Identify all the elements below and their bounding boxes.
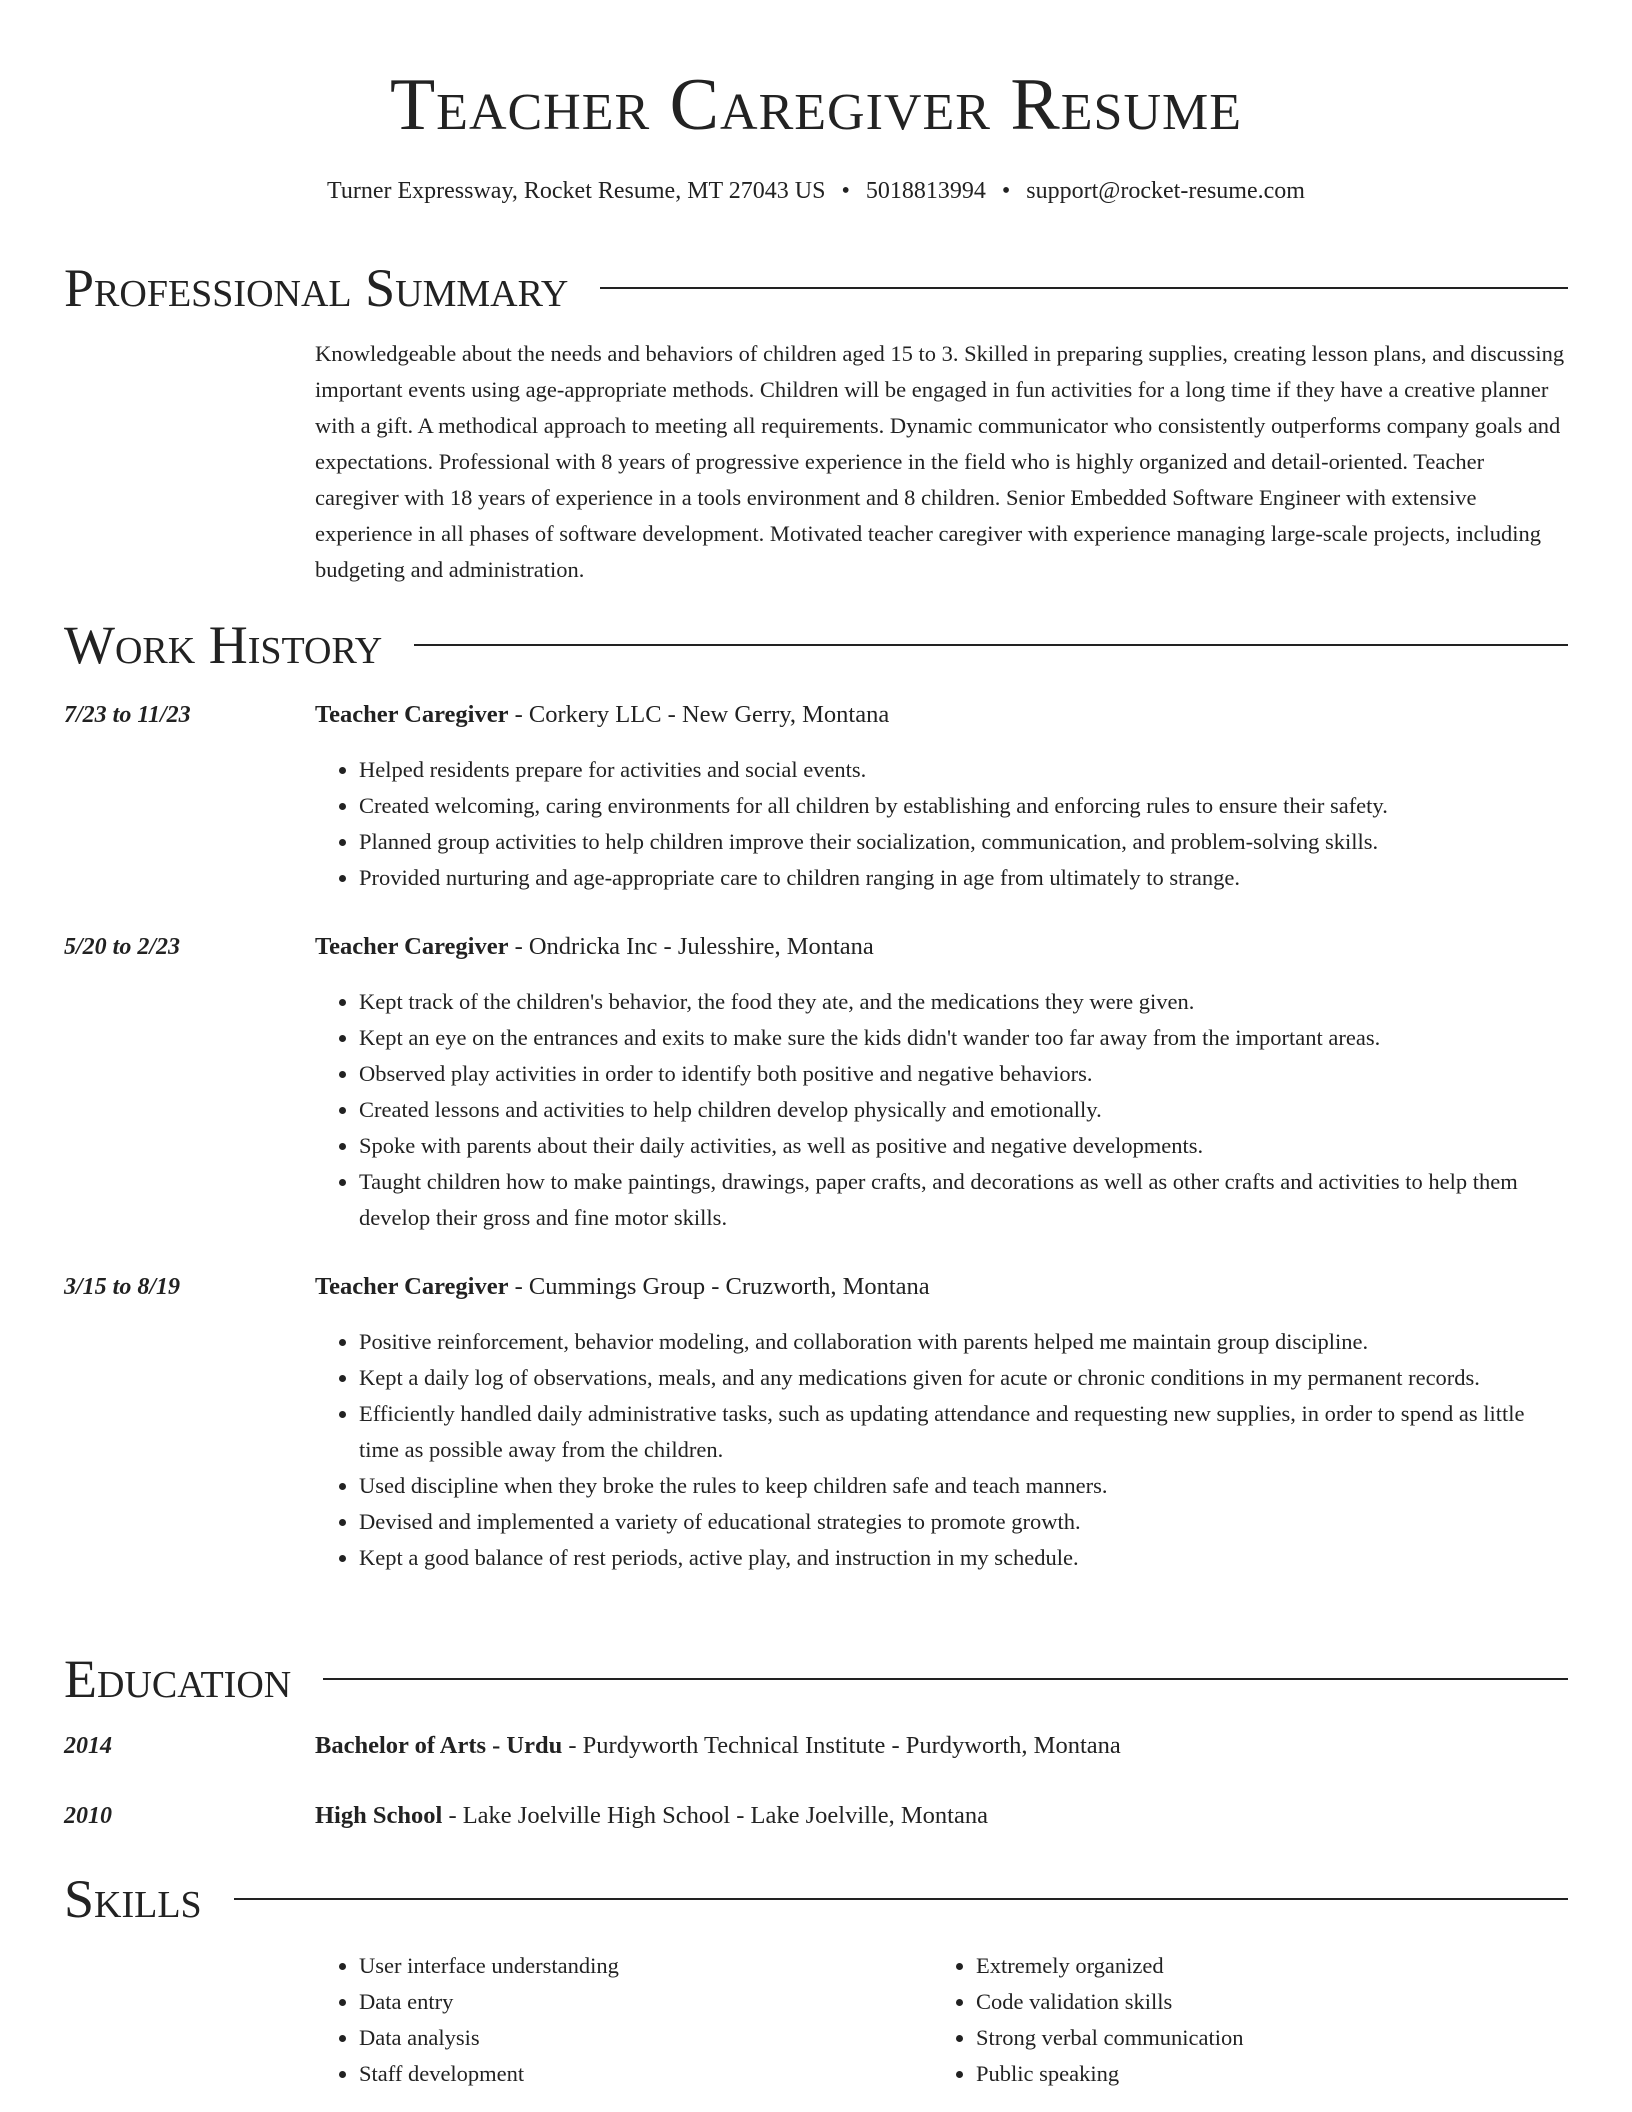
skill-item: • Extremely organized <box>976 1948 1552 1984</box>
section-divider <box>234 1898 1568 1900</box>
job-heading <box>315 1270 930 1304</box>
section-title-education: Education <box>64 1649 292 1709</box>
section-divider <box>414 644 1568 646</box>
job-title: Teacher Caregiver <box>315 701 509 728</box>
skills-list-right <box>932 1948 1552 2092</box>
list-item: • Created lessons and activities to help children develop physically and emotionally. <box>359 1092 1568 1128</box>
education-heading <box>315 1729 1121 1763</box>
section-title-skills: Skills <box>64 1869 202 1929</box>
section-divider <box>323 1678 1568 1680</box>
section-title-summary: Professional Summary <box>64 258 569 318</box>
skills-section-header <box>64 1864 1568 1934</box>
summary-section-header <box>64 253 1568 323</box>
list-item: • Kept a daily log of observations, meals, and any medications given for acute or chronic conditions in my permanent records. <box>359 1360 1568 1396</box>
section-divider <box>600 287 1568 289</box>
job-dates: 7/23 to 11/23 <box>64 702 191 728</box>
list-item: • Used discipline when they broke the rules to keep children safe and teach manners. <box>359 1468 1568 1504</box>
education-year: 2010 <box>64 1803 112 1829</box>
job-title: Teacher Caregiver <box>315 933 509 960</box>
list-item: • Created welcoming, caring environments for all children by establishing and enforcing rules to ensure their safety. <box>359 788 1568 824</box>
contact-line <box>64 174 1568 208</box>
skill-item: • Staff development <box>359 2056 915 2092</box>
job-details: - Ondricka Inc - Julesshire, Montana <box>508 933 874 960</box>
job-heading <box>315 698 889 732</box>
list-item: • Devised and implemented a variety of educational strategies to promote growth. <box>359 1504 1568 1540</box>
list-item: • Positive reinforcement, behavior modeling, and collaboration with parents helped me maintain group discipline. <box>359 1324 1568 1360</box>
section-title-work: Work History <box>64 615 383 675</box>
job-details: - Corkery LLC - New Gerry, Montana <box>508 701 890 728</box>
job-bullets <box>315 984 1568 1236</box>
list-item: • Spoke with parents about their daily activities, as well as positive and negative developments. <box>359 1128 1568 1164</box>
education-section-header <box>64 1644 1568 1714</box>
list-item: • Kept an eye on the entrances and exits to make sure the kids didn't wander too far away from the important areas. <box>359 1020 1568 1056</box>
job-dates: 3/15 to 8/19 <box>64 1274 181 1300</box>
contact-separator: • <box>841 178 850 204</box>
list-item: • Planned group activities to help children improve their socialization, communication, and problem-solving skills. <box>359 824 1568 860</box>
resume-title: Teacher Caregiver Resume <box>389 64 1243 146</box>
skill-item: • Data analysis <box>359 2020 915 2056</box>
skill-item: • Data entry <box>359 1984 915 2020</box>
list-item: • Taught children how to make paintings, drawings, paper crafts, and decorations as well as other crafts and activities to help them develop their gross and fine motor skills. <box>359 1164 1568 1236</box>
list-item: • Helped residents prepare for activities and social events. <box>359 752 1568 788</box>
work-section-header <box>64 610 1568 680</box>
list-item: • Observed play activities in order to identify both positive and negative behaviors. <box>359 1056 1568 1092</box>
contact-phone: 5018813994 <box>865 178 986 204</box>
contact-separator: • <box>1001 178 1011 204</box>
list-item: • Provided nurturing and age-appropriate care to children ranging in age from ultimately to strange. <box>359 860 1568 896</box>
education-details: - Lake Joelville High School - Lake Joelville, Montana <box>442 1802 988 1829</box>
skill-item: • Strong verbal communication <box>976 2020 1552 2056</box>
skill-item: • Code validation skills <box>976 1984 1552 2020</box>
list-item: • Efficiently handled daily administrative tasks, such as updating attendance and requesting new supplies, in order to spend as little time as possible away from the children. <box>359 1396 1568 1468</box>
education-degree: High School <box>315 1802 443 1829</box>
job-dates: 5/20 to 2/23 <box>64 934 181 960</box>
job-bullets <box>315 1324 1568 1576</box>
education-heading <box>315 1799 988 1833</box>
skill-item: • User interface understanding <box>359 1948 915 1984</box>
job-bullets <box>315 752 1568 896</box>
education-year: 2014 <box>64 1733 112 1759</box>
skills-list-left <box>315 1948 915 2092</box>
job-title: Teacher Caregiver <box>315 1273 509 1300</box>
job-heading <box>315 930 874 964</box>
contact-email[interactable]: support@rocket-resume.com <box>1026 178 1305 204</box>
contact-address: Turner Expressway, Rocket Resume, MT 27043 US <box>327 178 826 204</box>
list-item: • Kept a good balance of rest periods, active play, and instruction in my schedule. <box>359 1540 1568 1576</box>
education-details: - Purdyworth Technical Institute - Purdyworth, Montana <box>562 1732 1121 1759</box>
summary-text: Knowledgeable about the needs and behaviors of children aged 15 to 3. Skilled in preparing supplies, creating lesson plans, and discussing important events using age-appropriate methods. Children will be engaged in fun activities for a long time if they have a creative planner with a gift. A methodical approach to meeting all requirements. Dynamic communicator who consistently outperforms company goals and expectations. Professional with 8 years of progressive experience in the field who is highly organized and detail-oriented. Teacher caregiver with 18 years of experience in a tools environment and 8 children. Senior Embedded Software Engineer with extensive experience in all phases of software development. Motivated teacher caregiver with experience managing large-scale projects, including budgeting and administration. <box>315 341 1565 582</box>
list-item: • Kept track of the children's behavior, the food they ate, and the medications they were given. <box>359 984 1568 1020</box>
education-degree: Bachelor of Arts - Urdu <box>315 1732 563 1759</box>
skill-item: • Public speaking <box>976 2056 1552 2092</box>
job-details: - Cummings Group - Cruzworth, Montana <box>508 1273 930 1300</box>
